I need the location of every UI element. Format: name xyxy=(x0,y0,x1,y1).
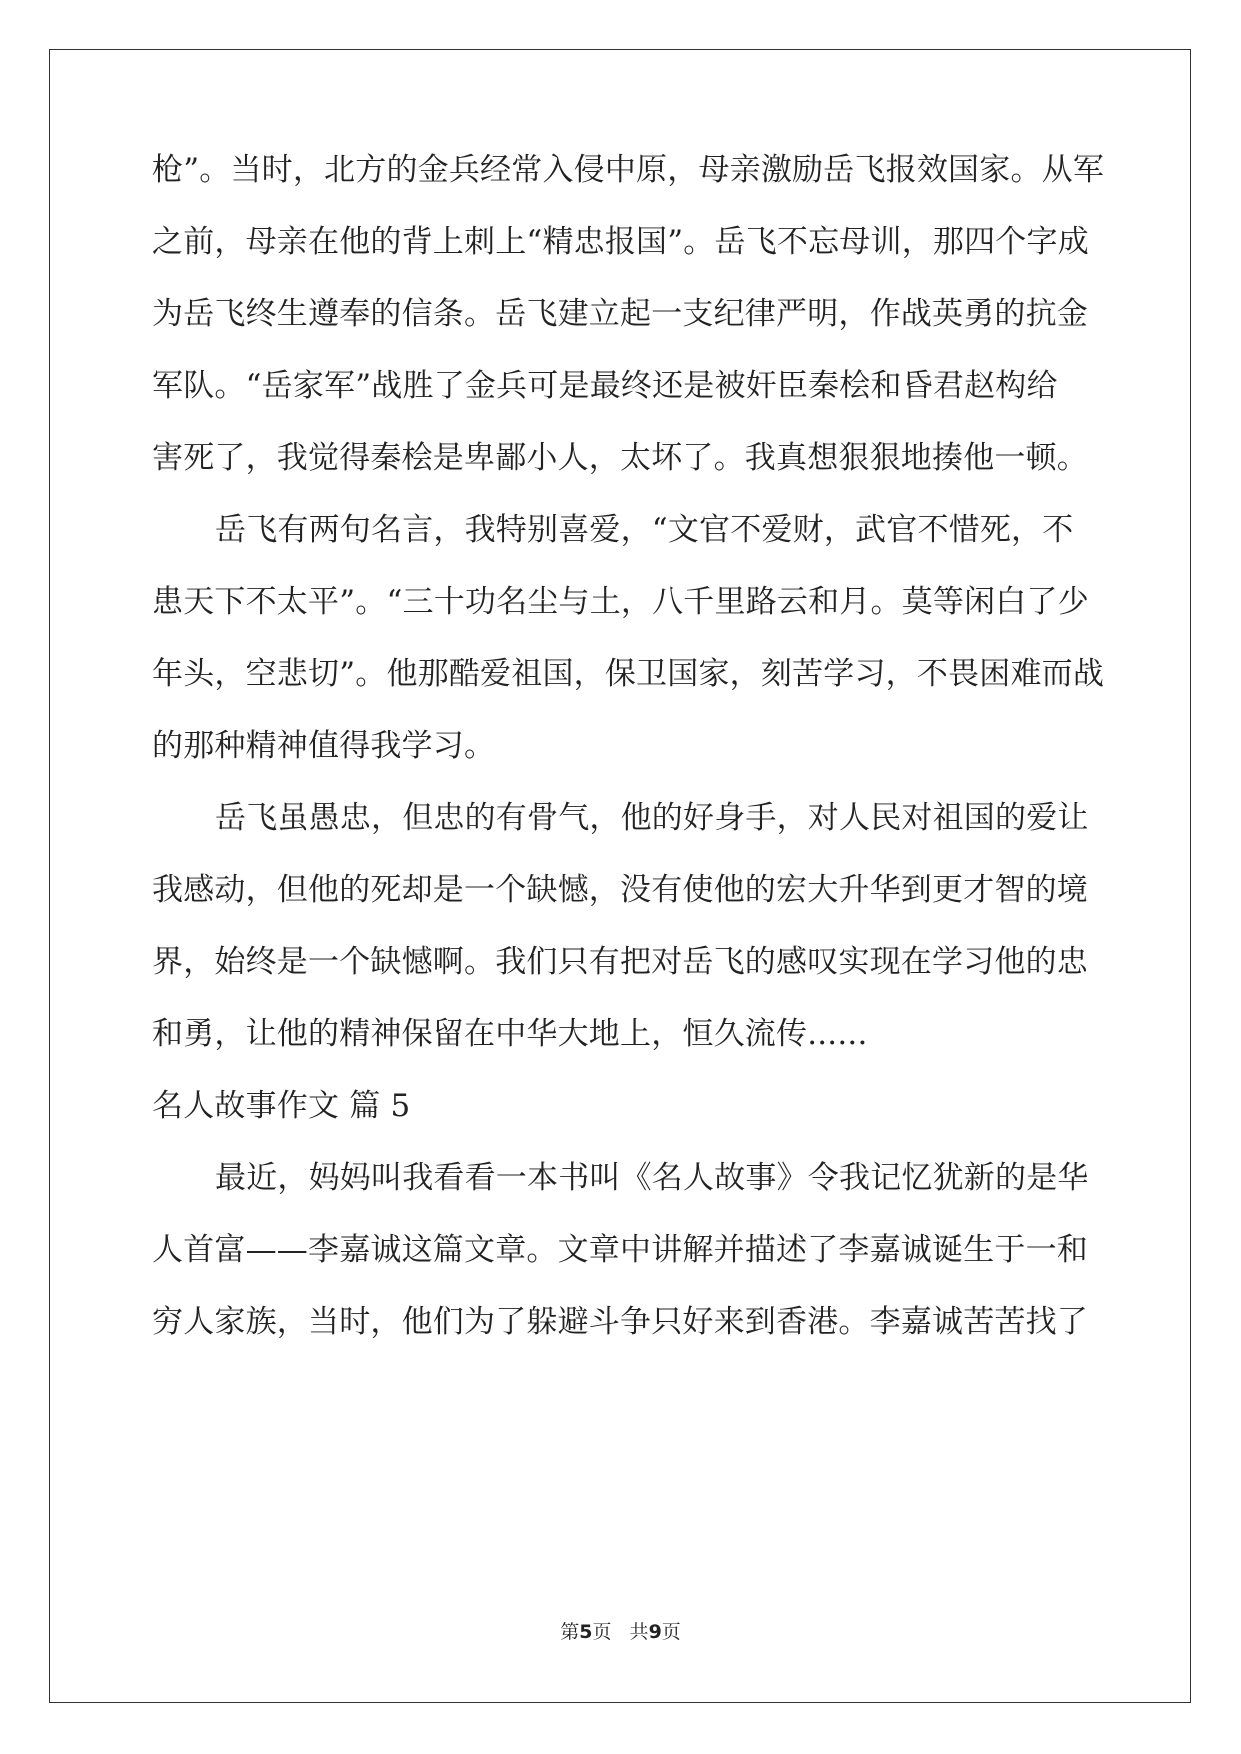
paragraph-line: 军队。“岳家军”战胜了金兵可是最终还是被奸臣秦桧和昏君赵构给 xyxy=(152,368,1058,404)
paragraph-line: 最近，妈妈叫我看看一本书叫《名人故事》令我记忆犹新的是华 xyxy=(215,1160,1089,1196)
paragraph-line: 岳飞有两句名言，我特别喜爱，“文官不爱财，武官不惜死，不 xyxy=(215,512,1074,548)
paragraph-line: 我感动，但他的死却是一个缺憾，没有使他的宏大升华到更才智的境 xyxy=(152,872,1088,908)
paragraph-line: 界，始终是一个缺憾啊。我们只有把对岳飞的感叹实现在学习他的忠 xyxy=(152,944,1088,980)
paragraph-line: 害死了，我觉得秦桧是卑鄙小人，太坏了。我真想狠狠地揍他一顿。 xyxy=(152,440,1088,476)
paragraph-line: 患天下不太平”。“三十功名尘与土，八千里路云和月。莫等闲白了少 xyxy=(152,584,1089,620)
page-footer xyxy=(0,1620,1241,1644)
paragraph-line: 之前，母亲在他的背上刺上“精忠报国”。岳飞不忘母训，那四个字成 xyxy=(152,224,1089,260)
total-pages-number: 9 xyxy=(648,1621,662,1643)
paragraph-line: 岳飞虽愚忠，但忠的有骨气，他的好身手，对人民对祖国的爱让 xyxy=(215,800,1089,836)
section-heading: 名人故事作文 篇 5 xyxy=(152,1088,411,1124)
paragraph-line: 和勇，让他的精神保留在中华大地上，恒久流传...... xyxy=(152,1016,868,1052)
paragraph-line: 为岳飞终生遵奉的信条。岳飞建立起一支纪律严明，作战英勇的抗金 xyxy=(152,296,1088,332)
paragraph-line: 穷人家族，当时，他们为了躲避斗争只好来到香港。李嘉诚苦苦找了 xyxy=(152,1304,1088,1340)
footer-suffix: 页 xyxy=(661,1621,681,1643)
paragraph-line: 人首富——李嘉诚这篇文章。文章中讲解并描述了李嘉诚诞生于一和 xyxy=(152,1232,1088,1268)
paragraph-line: 年头，空悲切”。他那酷爱祖国，保卫国家，刻苦学习，不畏困难而战 xyxy=(152,656,1105,692)
paragraph-line: 的那种精神值得我学习。 xyxy=(152,728,496,764)
footer-prefix: 第 xyxy=(560,1621,580,1643)
current-page-number: 5 xyxy=(579,1621,593,1643)
footer-middle: 页 共 xyxy=(592,1621,649,1643)
paragraph-line: 枪”。当时，北方的金兵经常入侵中原，母亲激励岳飞报效国家。从军 xyxy=(152,152,1105,188)
